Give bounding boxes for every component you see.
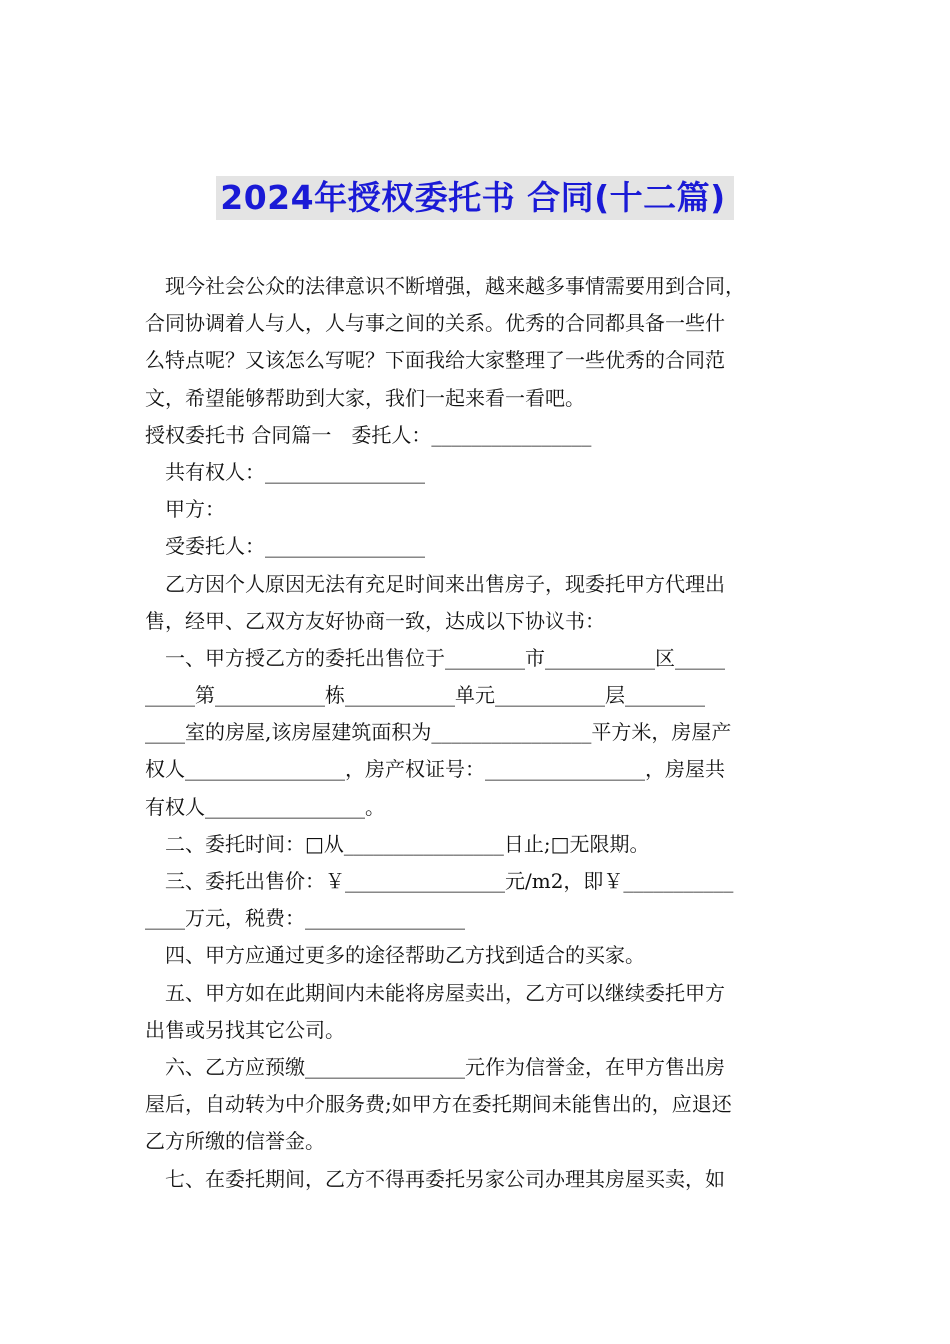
text-line: 出售或另找其它公司。 (145, 1017, 345, 1042)
text-line: 乙方所缴的信誉金。 (145, 1129, 325, 1154)
text-line: 么特点呢？又该怎么写呢？下面我给大家整理了一些优秀的合同范 (145, 348, 725, 373)
text-line: 甲方： (165, 497, 225, 522)
text-line: 售，经甲、乙双方友好协商一致，达成以下协议书： (145, 608, 605, 633)
text-line: 文，希望能够帮助到大家，我们一起来看一看吧。 (145, 385, 585, 410)
text-line: 六、乙方应预缴________________元作为信誉金，在甲方售出房 (165, 1054, 725, 1079)
text-line: 三、委托出售价：￥________________元/m2，即￥___________ (165, 869, 734, 893)
text-line: 五、甲方如在此期间内未能将房屋卖出，乙方可以继续委托甲方 (165, 980, 725, 1005)
text-line: 乙方因个人原因无法有充足时间来出售房子，现委托甲方代理出 (165, 571, 725, 596)
text-line: 一、甲方授乙方的委托出售位于________市___________区_____ (165, 645, 725, 670)
text-line: ____万元，税费：________________ (145, 906, 465, 931)
text-line: ____室的房屋,该房屋建筑面积为________________平方米，房屋产 (145, 720, 732, 745)
text-line: 二、委托时间：□从________________日止;□无限期。 (165, 831, 650, 856)
text-line: 四、甲方应通过更多的途径帮助乙方找到适合的买家。 (165, 943, 645, 968)
text-line: 共有权人：________________ (165, 459, 425, 484)
text-line: _____第___________栋___________单元___________层________ (145, 683, 705, 708)
title-wrap (0, 176, 950, 220)
text-line: 屋后，自动转为中介服务费;如甲方在委托期间未能售出的，应退还 (145, 1092, 732, 1117)
document-title: 2024年授权委托书 合同(十二篇) (216, 176, 734, 220)
text-line: 有权人________________。 (145, 794, 385, 819)
document-body (145, 268, 810, 1198)
text-line: 权人________________，房产权证号：________________，房屋共 (145, 757, 725, 782)
text-line: 受委托人：________________ (165, 534, 425, 559)
text-line: 授权委托书 合同篇一 委托人：________________ (145, 422, 592, 447)
text-line: 现今社会公众的法律意识不断增强，越来越多事情需要用到合同， (165, 274, 745, 298)
text-line: 七、在委托期间，乙方不得再委托另家公司办理其房屋买卖，如 (165, 1166, 725, 1191)
text-line: 合同协调着人与人，人与事之间的关系。优秀的合同都具备一些什 (145, 311, 725, 336)
